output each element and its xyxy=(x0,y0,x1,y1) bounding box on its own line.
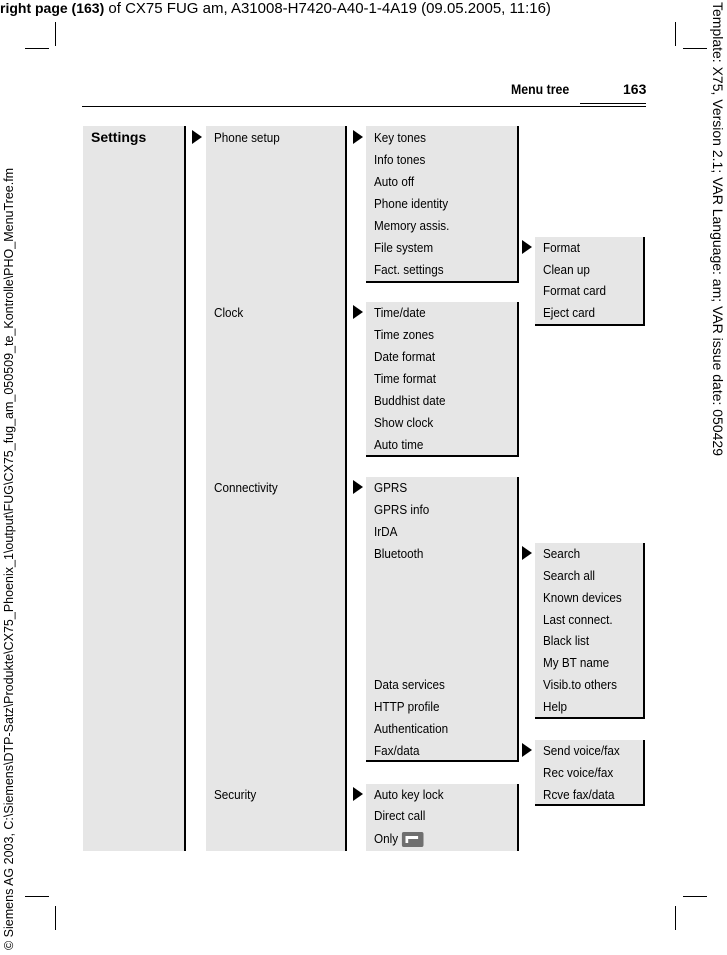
menu-item: Format card xyxy=(543,283,607,298)
triangle-right-icon xyxy=(522,240,532,254)
menu-item: Data services xyxy=(374,677,445,692)
menu-item: Authentication xyxy=(374,721,449,736)
triangle-right-icon xyxy=(522,743,532,757)
triangle-right-icon xyxy=(353,305,363,319)
menu-item: File system xyxy=(374,240,434,255)
menu-item: GPRS xyxy=(374,480,408,495)
box-shadow xyxy=(535,324,645,326)
menu-item: Memory assis. xyxy=(374,218,450,233)
header-rule xyxy=(82,106,646,107)
column-shadow xyxy=(345,126,347,851)
menu-item: HTTP profile xyxy=(374,699,440,714)
menu-item: Key tones xyxy=(374,130,427,145)
menu-item: Phone identity xyxy=(374,196,449,211)
menu-item: Auto time xyxy=(374,437,424,452)
crop-mark xyxy=(683,896,707,897)
settings-column xyxy=(83,126,184,851)
menu-item: Rec voice/fax xyxy=(543,765,614,780)
box-shadow xyxy=(517,784,519,851)
right-margin-template: Template: X75, Version 2.1; VAR Language: am; VAR issue date: 050429 xyxy=(710,2,726,456)
menu-item: Auto key lock xyxy=(374,787,444,802)
crop-mark xyxy=(25,48,49,49)
left-margin-path: © Siemens AG 2003, C:\Siemens\DTP-Satz\Produkte\CX75_Phoenix_1\output\FUG\CX75_fug_am_050509_te_Kontrolle\PHO_MenuTree.fm xyxy=(2,167,16,950)
menu-item: Clean up xyxy=(543,262,590,277)
menu-item: Search xyxy=(543,546,581,561)
menu-item: Send voice/fax xyxy=(543,743,620,758)
crop-mark xyxy=(55,22,56,46)
menu-item: Show clock xyxy=(374,415,434,430)
page-title: Menu tree xyxy=(511,81,570,97)
box-shadow xyxy=(535,804,645,806)
box-shadow xyxy=(517,477,519,762)
menu-item: Help xyxy=(543,699,568,714)
menu-item: Search all xyxy=(543,568,596,583)
document-page-ref: right page (163) xyxy=(0,0,105,16)
menu-item: Visib.to others xyxy=(543,677,617,692)
connectivity-submenu xyxy=(366,477,517,760)
menu-item: Rcve fax/data xyxy=(543,787,615,802)
menu-item: Format xyxy=(543,240,581,255)
triangle-right-icon xyxy=(353,787,363,801)
menu-item: Eject card xyxy=(543,305,596,320)
menu-item: Known devices xyxy=(543,590,622,605)
menu-item-phone-setup: Phone setup xyxy=(214,130,280,145)
box-shadow xyxy=(643,543,645,719)
menu-item: Date format xyxy=(374,349,436,364)
box-shadow xyxy=(643,740,645,806)
menu-item-connectivity: Connectivity xyxy=(214,480,278,495)
menu-item: Time/date xyxy=(374,305,426,320)
menu-item: GPRS info xyxy=(374,502,430,517)
menu-item: Last connect. xyxy=(543,612,613,627)
menu-item: Fact. settings xyxy=(374,262,444,277)
tree-root-settings: Settings xyxy=(91,129,147,145)
menu-item: Direct call xyxy=(374,808,426,823)
menu-item-clock: Clock xyxy=(214,305,244,320)
menu-item: Info tones xyxy=(374,152,426,167)
triangle-right-icon xyxy=(353,130,363,144)
document-info-line xyxy=(0,0,551,17)
menu-item-only xyxy=(374,831,423,847)
crop-mark xyxy=(675,22,676,46)
box-shadow xyxy=(366,455,519,457)
triangle-right-icon xyxy=(353,480,363,494)
menu-item: Bluetooth xyxy=(374,546,424,561)
box-shadow xyxy=(366,281,519,283)
menu-item: Black list xyxy=(543,633,590,648)
crop-mark xyxy=(25,896,49,897)
box-shadow xyxy=(643,237,645,326)
box-shadow xyxy=(517,126,519,283)
triangle-right-icon xyxy=(192,130,202,144)
menu-item: Fax/data xyxy=(374,743,420,758)
crop-mark xyxy=(55,906,56,930)
menu-item: Time zones xyxy=(374,327,435,342)
menu-item: Time format xyxy=(374,371,436,386)
box-shadow xyxy=(366,760,519,762)
menu-item: Auto off xyxy=(374,174,415,189)
header-rule-page xyxy=(580,103,646,104)
menu-item: My BT name xyxy=(543,655,610,670)
column-shadow xyxy=(184,126,186,851)
menu-item: IrDA xyxy=(374,524,398,539)
crop-mark xyxy=(683,48,707,49)
crop-mark xyxy=(675,906,676,930)
triangle-right-icon xyxy=(522,546,532,560)
box-shadow xyxy=(517,302,519,457)
menu-item-security: Security xyxy=(214,787,257,802)
menu-item-label: Only xyxy=(374,831,399,846)
document-source: of CX75 FUG am, A31008-H7420-A40-1-4A19 (09.05.2005, 11:16) xyxy=(108,0,551,17)
box-shadow xyxy=(535,717,645,719)
page-number: 163 xyxy=(623,81,647,97)
menu-item: Buddhist date xyxy=(374,393,446,408)
key-icon xyxy=(402,832,424,847)
